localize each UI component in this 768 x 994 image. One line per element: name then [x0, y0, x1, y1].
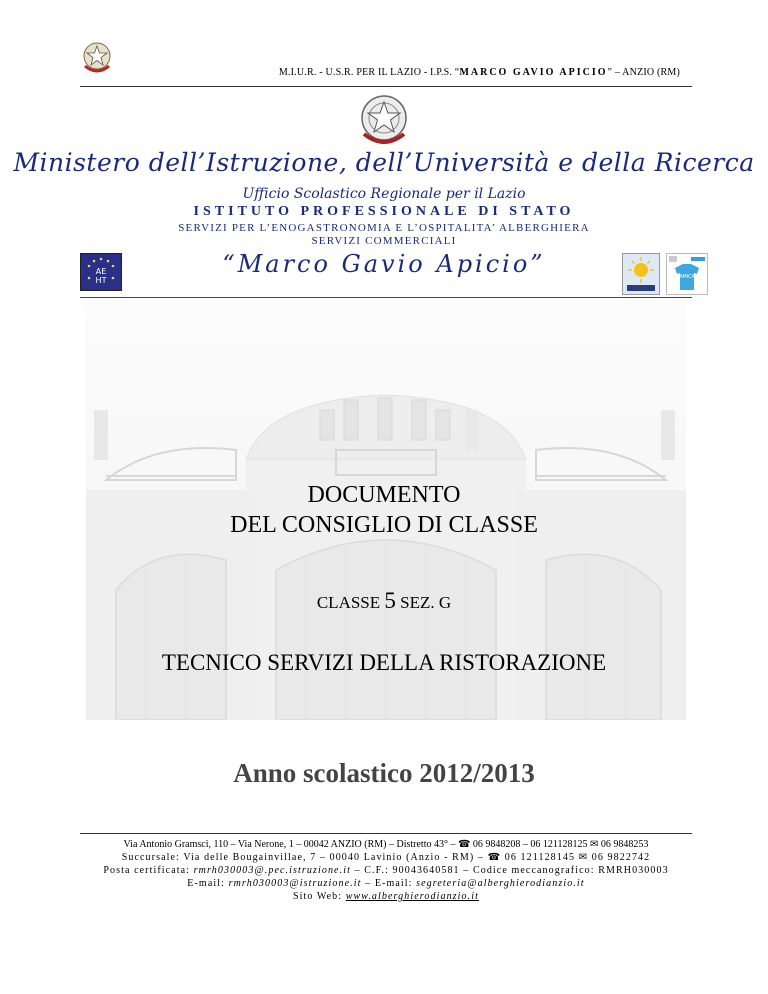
header-bottom-divider [80, 297, 692, 298]
footer-website-label: Sito Web: [292, 891, 346, 902]
document-title [0, 480, 768, 540]
svg-text:AMICA: AMICA [678, 274, 696, 280]
footer-address-branch: Succursale: Via delle Bougainvillae, 7 – 00040 Lavinio (Anzio - RM) – ☎ 06 121128145 ✉ 06 9822742 [121, 852, 651, 863]
aeht-logo-icon [80, 253, 122, 291]
svg-text:HT: HT [95, 276, 107, 285]
class-prefix: CLASSE [316, 593, 385, 612]
services-line-2: SERVIZI COMMERCIALI [311, 235, 457, 247]
ministry-title: Ministero dell’Istruzione, dell’Università e della Ricerca [13, 148, 755, 177]
sun-project-logo-icon [622, 253, 660, 295]
top-line-school-name: MARCO GAVIO APICIO [459, 67, 608, 78]
institute-type: ISTITUTO PROFESSIONALE DI STATO [193, 204, 575, 219]
footer-divider [80, 833, 692, 834]
class-label [0, 588, 768, 614]
footer-email-2[interactable]: segreteria@alberghierodianzio.it [416, 878, 585, 889]
footer-email-label-1: E-mail: [187, 878, 229, 889]
republic-emblem-small-icon [80, 38, 114, 76]
footer-address-main: Via Antonio Gramsci, 110 – Via Nerone, 1 – 00042 ANZIO (RM) – Distretto 43° – ☎ 06 9848208 – 06 121128125 ✉ 06 9848253 [123, 839, 649, 850]
footer-pec-label: Posta certificata: [103, 865, 194, 876]
header-divider [80, 86, 692, 87]
document-title-line-2: DEL CONSIGLIO DI CLASSE [230, 512, 538, 538]
footer-website-line [80, 890, 692, 903]
document-title-line-1: DOCUMENTO [307, 482, 461, 508]
footer-codes: – C.F.: 90043640581 – Codice meccanografico: RMRH030003 [350, 865, 669, 876]
unicef-logo-icon [666, 253, 708, 295]
footer-email-line [80, 877, 692, 890]
svg-text:AE: AE [95, 267, 107, 276]
services-line-1: SERVIZI PER L’ENOGASTRONOMIA E L’OSPITALITA’ ALBERGHIERA [178, 222, 590, 234]
top-line-prefix: M.I.U.R. - U.S.R. PER IL LAZIO - I.P.S. “ [278, 67, 460, 78]
footer-pec-email[interactable]: rmrh030003@.pec.istruzione.it [193, 865, 351, 876]
school-name: “Marco Gavio Apicio” [222, 250, 546, 278]
top-line-suffix: ” – ANZIO (RM) [607, 67, 680, 78]
class-section: SEZ. G [395, 593, 452, 612]
course-title: TECNICO SERVIZI DELLA RISTORAZIONE [161, 650, 607, 675]
footer-email-1[interactable]: rmrh030003@istruzione.it [228, 878, 362, 889]
footer-email-label-2: – E-mail: [361, 878, 417, 889]
regional-office: Ufficio Scolastico Regionale per il Lazio [242, 186, 526, 202]
class-number: 5 [384, 588, 396, 613]
school-year: Anno scolastico 2012/2013 [233, 758, 535, 788]
footer-pec-line [80, 864, 692, 877]
footer-website-link[interactable]: www.alberghierodianzio.it [345, 891, 480, 902]
ministry-header-line [120, 67, 680, 78]
republic-emblem-icon [356, 90, 412, 150]
